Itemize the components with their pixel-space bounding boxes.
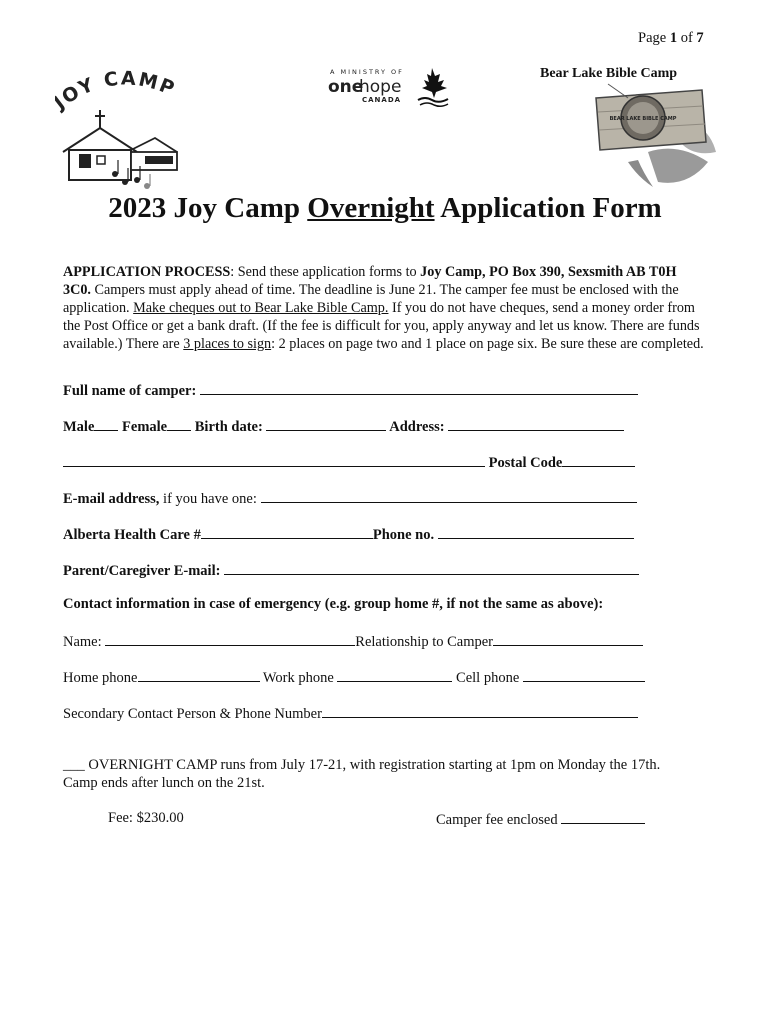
onehope-one: one <box>328 77 364 97</box>
fee-enclosed-field[interactable] <box>561 810 645 824</box>
email-label-rest: if you have one: <box>159 491 261 507</box>
overnight-camp-text: OVERNIGHT CAMP runs from July 17-21, with registration starting at 1pm on Monday the 17th. <box>84 757 661 773</box>
onehope-canada: CANADA <box>362 96 402 104</box>
address-line-2-field[interactable] <box>63 453 485 467</box>
emergency-name-field[interactable] <box>105 632 355 646</box>
parent-email-label: Parent/Caregiver E-mail: <box>63 563 225 579</box>
overnight-camp-row <box>63 757 660 774</box>
process-address: Joy Camp, PO Box 390, Sexsmith AB T0H 3C0. <box>63 264 677 298</box>
male-field[interactable] <box>94 417 118 431</box>
emergency-name-row <box>63 632 643 651</box>
process-sign-note: 3 places to sign <box>183 336 272 352</box>
form-title <box>0 192 770 225</box>
health-phone-row <box>63 525 634 544</box>
email-row <box>63 489 637 508</box>
process-text-4: : 2 places on page two and 1 place on page six. Be sure these are completed. <box>271 336 704 352</box>
emergency-phones-row <box>63 668 645 687</box>
cell-phone-field[interactable] <box>523 668 645 682</box>
full-name-row <box>63 381 638 400</box>
process-heading: APPLICATION PROCESS <box>63 264 231 280</box>
work-phone-field[interactable] <box>337 668 452 682</box>
postal-code-label: Postal Code <box>485 455 563 471</box>
title-highlight: Overnight <box>307 192 435 224</box>
bear-lake-sign-text: BEAR LAKE BIBLE CAMP <box>609 116 677 122</box>
onehope-tagline: A MINISTRY OF <box>330 68 404 76</box>
onehope-logo <box>326 64 456 108</box>
page-prefix: Page <box>638 30 670 46</box>
process-text-1: : Send these application forms to <box>230 264 421 280</box>
birth-date-field[interactable] <box>266 417 386 431</box>
parent-email-row <box>63 561 639 580</box>
full-name-field[interactable] <box>200 381 638 395</box>
female-field[interactable] <box>167 417 191 431</box>
relationship-label: Relationship to Camper <box>355 634 494 650</box>
emergency-heading: Contact information in case of emergency (e.g. group home #, if not the same as above): <box>63 596 604 612</box>
address-label: Address: <box>386 419 449 435</box>
birth-date-label: Birth date: <box>191 419 267 435</box>
male-label: Male <box>63 419 95 435</box>
parent-email-field[interactable] <box>224 561 639 575</box>
bear-lake-label: Bear Lake Bible Camp <box>540 66 678 81</box>
process-text-3: If you do not have cheques, send a money order from the Post Office or get a bank draft. (If the fee is difficult for you, apply anyway and let us know. There are funds available.) There are <box>63 300 700 352</box>
email-label: E-mail address, <box>63 491 160 507</box>
relationship-field[interactable] <box>493 632 643 646</box>
home-phone-field[interactable] <box>138 668 260 682</box>
secondary-contact-row <box>63 704 638 723</box>
process-cheque-note: Make cheques out to Bear Lake Bible Camp. <box>133 300 389 316</box>
page-current: 1 <box>669 30 678 46</box>
gender-birth-address-row <box>63 417 624 436</box>
cell-phone-label: Cell phone <box>452 670 523 686</box>
fee-enclosed-row <box>436 810 645 829</box>
health-care-label: Alberta Health Care # <box>63 527 201 543</box>
maple-leaf-icon <box>422 68 447 98</box>
home-phone-label: Home phone <box>63 670 138 686</box>
address-postal-row <box>63 453 635 472</box>
health-care-field[interactable] <box>201 525 373 539</box>
email-field[interactable] <box>261 489 637 503</box>
fee-text: Fee: $230.00 <box>108 810 184 826</box>
title-year: 2023 Joy Camp <box>108 192 308 224</box>
secondary-contact-field[interactable] <box>322 704 638 718</box>
page-total: 7 <box>696 30 704 46</box>
fee-enclosed-label: Camper fee enclosed <box>436 812 562 828</box>
full-name-label: Full name of camper: <box>63 383 200 399</box>
title-rest: Application Form <box>434 192 662 224</box>
page-of: of <box>677 30 697 46</box>
joy-camp-logo <box>55 70 185 195</box>
secondary-contact-label: Secondary Contact Person & Phone Number <box>63 706 322 722</box>
postal-code-field[interactable] <box>562 453 635 467</box>
bear-lake-sign <box>588 82 720 190</box>
overnight-camp-checkbox[interactable]: ___ <box>63 757 85 773</box>
application-process-paragraph <box>63 263 708 353</box>
phone-label: Phone no. <box>372 527 438 543</box>
page-number <box>638 30 704 47</box>
emergency-name-label: Name: <box>63 634 106 650</box>
camp-end-text: Camp ends after lunch on the 21st. <box>63 775 265 791</box>
female-label: Female <box>118 419 168 435</box>
onehope-hope: hope <box>359 77 402 97</box>
phone-field[interactable] <box>438 525 634 539</box>
address-field[interactable] <box>448 417 624 431</box>
work-phone-label: Work phone <box>259 670 338 686</box>
process-text-2: Campers must apply ahead of time. The deadline is June 21. The camper fee must be enclosed with the application. <box>63 282 679 316</box>
joy-camp-logo-text: OY CAMP <box>58 70 180 109</box>
